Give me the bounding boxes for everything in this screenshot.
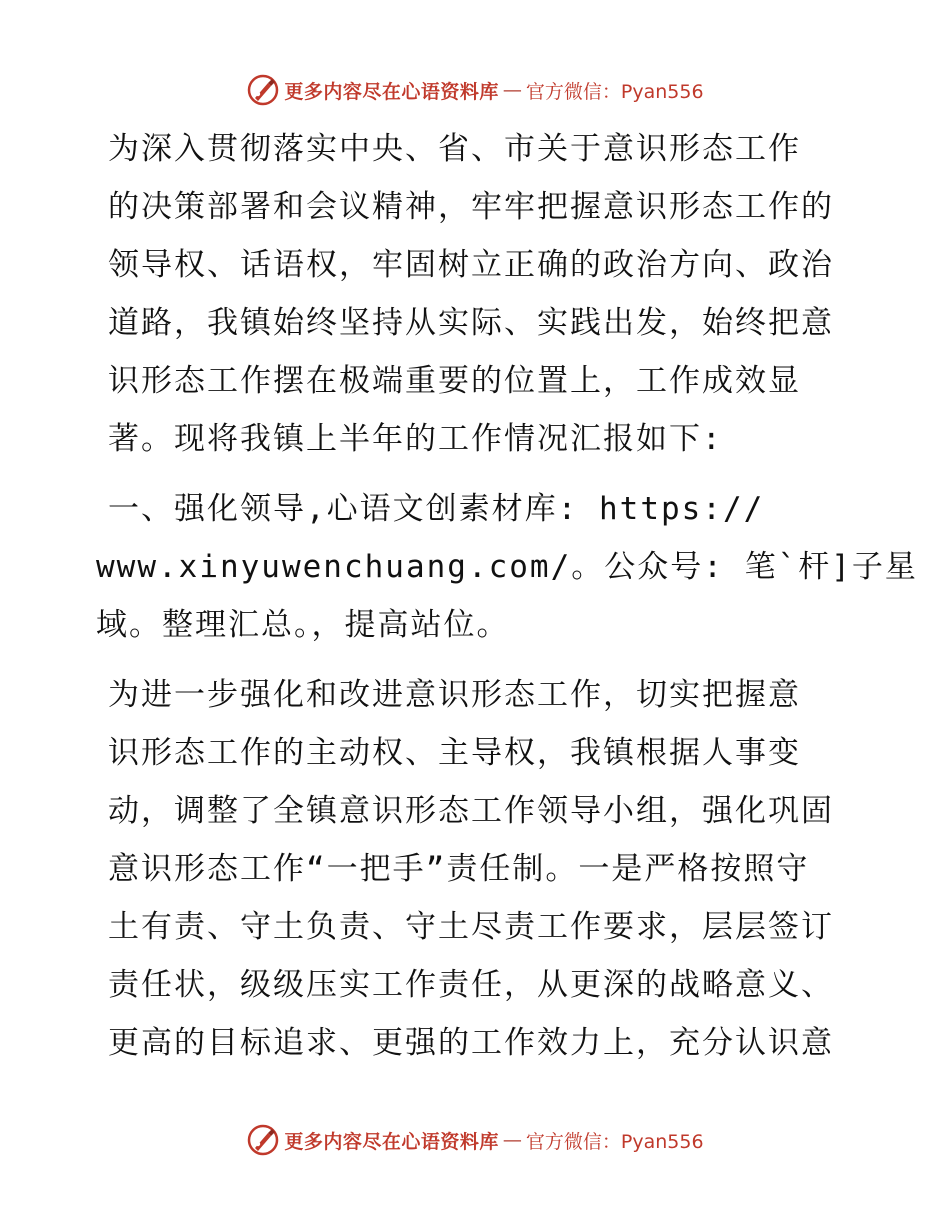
text-line: 道路，我镇始终坚持从实际、实践出发，始终把意 (108, 305, 834, 341)
paragraph-body (96, 666, 852, 1072)
banner-library-text: 更多内容尽在心语资料库 (284, 80, 499, 103)
text-line: 识形态工作摆在极端重要的位置上，工作成效显 (108, 363, 801, 399)
text-line: 责任状，级级压实工作责任，从更深的战略意义、 (108, 967, 834, 1003)
text-line: 土有责、守土负责、守土尽责工作要求，层层签订 (108, 909, 834, 945)
text-line: 一、强化领导,心语文创素材库: https:// (108, 491, 765, 527)
text-line: 更高的目标追求、更强的工作效力上，充分认识意 (108, 1025, 834, 1061)
text-line: 域。整理汇总。，提高站位。 (96, 607, 510, 643)
header-watermark-banner (0, 70, 950, 110)
paragraph-intro (96, 120, 852, 468)
text-line: www.xinyuwenchuang.com/。公众号: 笔`杆]子星 (96, 549, 918, 585)
text-line: 著。现将我镇上半年的工作情况汇报如下: (108, 421, 723, 457)
text-line: 意识形态工作“一把手”责任制。一是严格按照守 (108, 851, 810, 887)
text-line: 领导权、话语权，牢固树立正确的政治方向、政治 (108, 247, 834, 283)
paragraph-section-heading (96, 480, 918, 654)
text-line: 为进一步强化和改进意识形态工作，切实把握意 (108, 677, 801, 713)
banner-wechat-text: 官方微信：Pyan556 (525, 80, 704, 103)
text-line: 识形态工作的主动权、主导权，我镇根据人事变 (108, 735, 801, 771)
banner-wechat-text: 官方微信：Pyan556 (525, 1130, 704, 1153)
pen-logo-icon (246, 1123, 280, 1157)
text-line: 的决策部署和会议精神，牢牢把握意识形态工作的 (108, 189, 834, 225)
text-line: 为深入贯彻落实中央、省、市关于意识形态工作 (108, 131, 801, 167)
banner-separator: — (502, 79, 522, 101)
banner-library-text: 更多内容尽在心语资料库 (284, 1130, 499, 1153)
footer-watermark-banner (0, 1120, 950, 1160)
pen-logo-icon (246, 73, 280, 107)
text-line: 动，调整了全镇意识形态工作领导小组，强化巩固 (108, 793, 834, 829)
document-body (96, 120, 918, 1084)
banner-separator: — (502, 1129, 522, 1151)
